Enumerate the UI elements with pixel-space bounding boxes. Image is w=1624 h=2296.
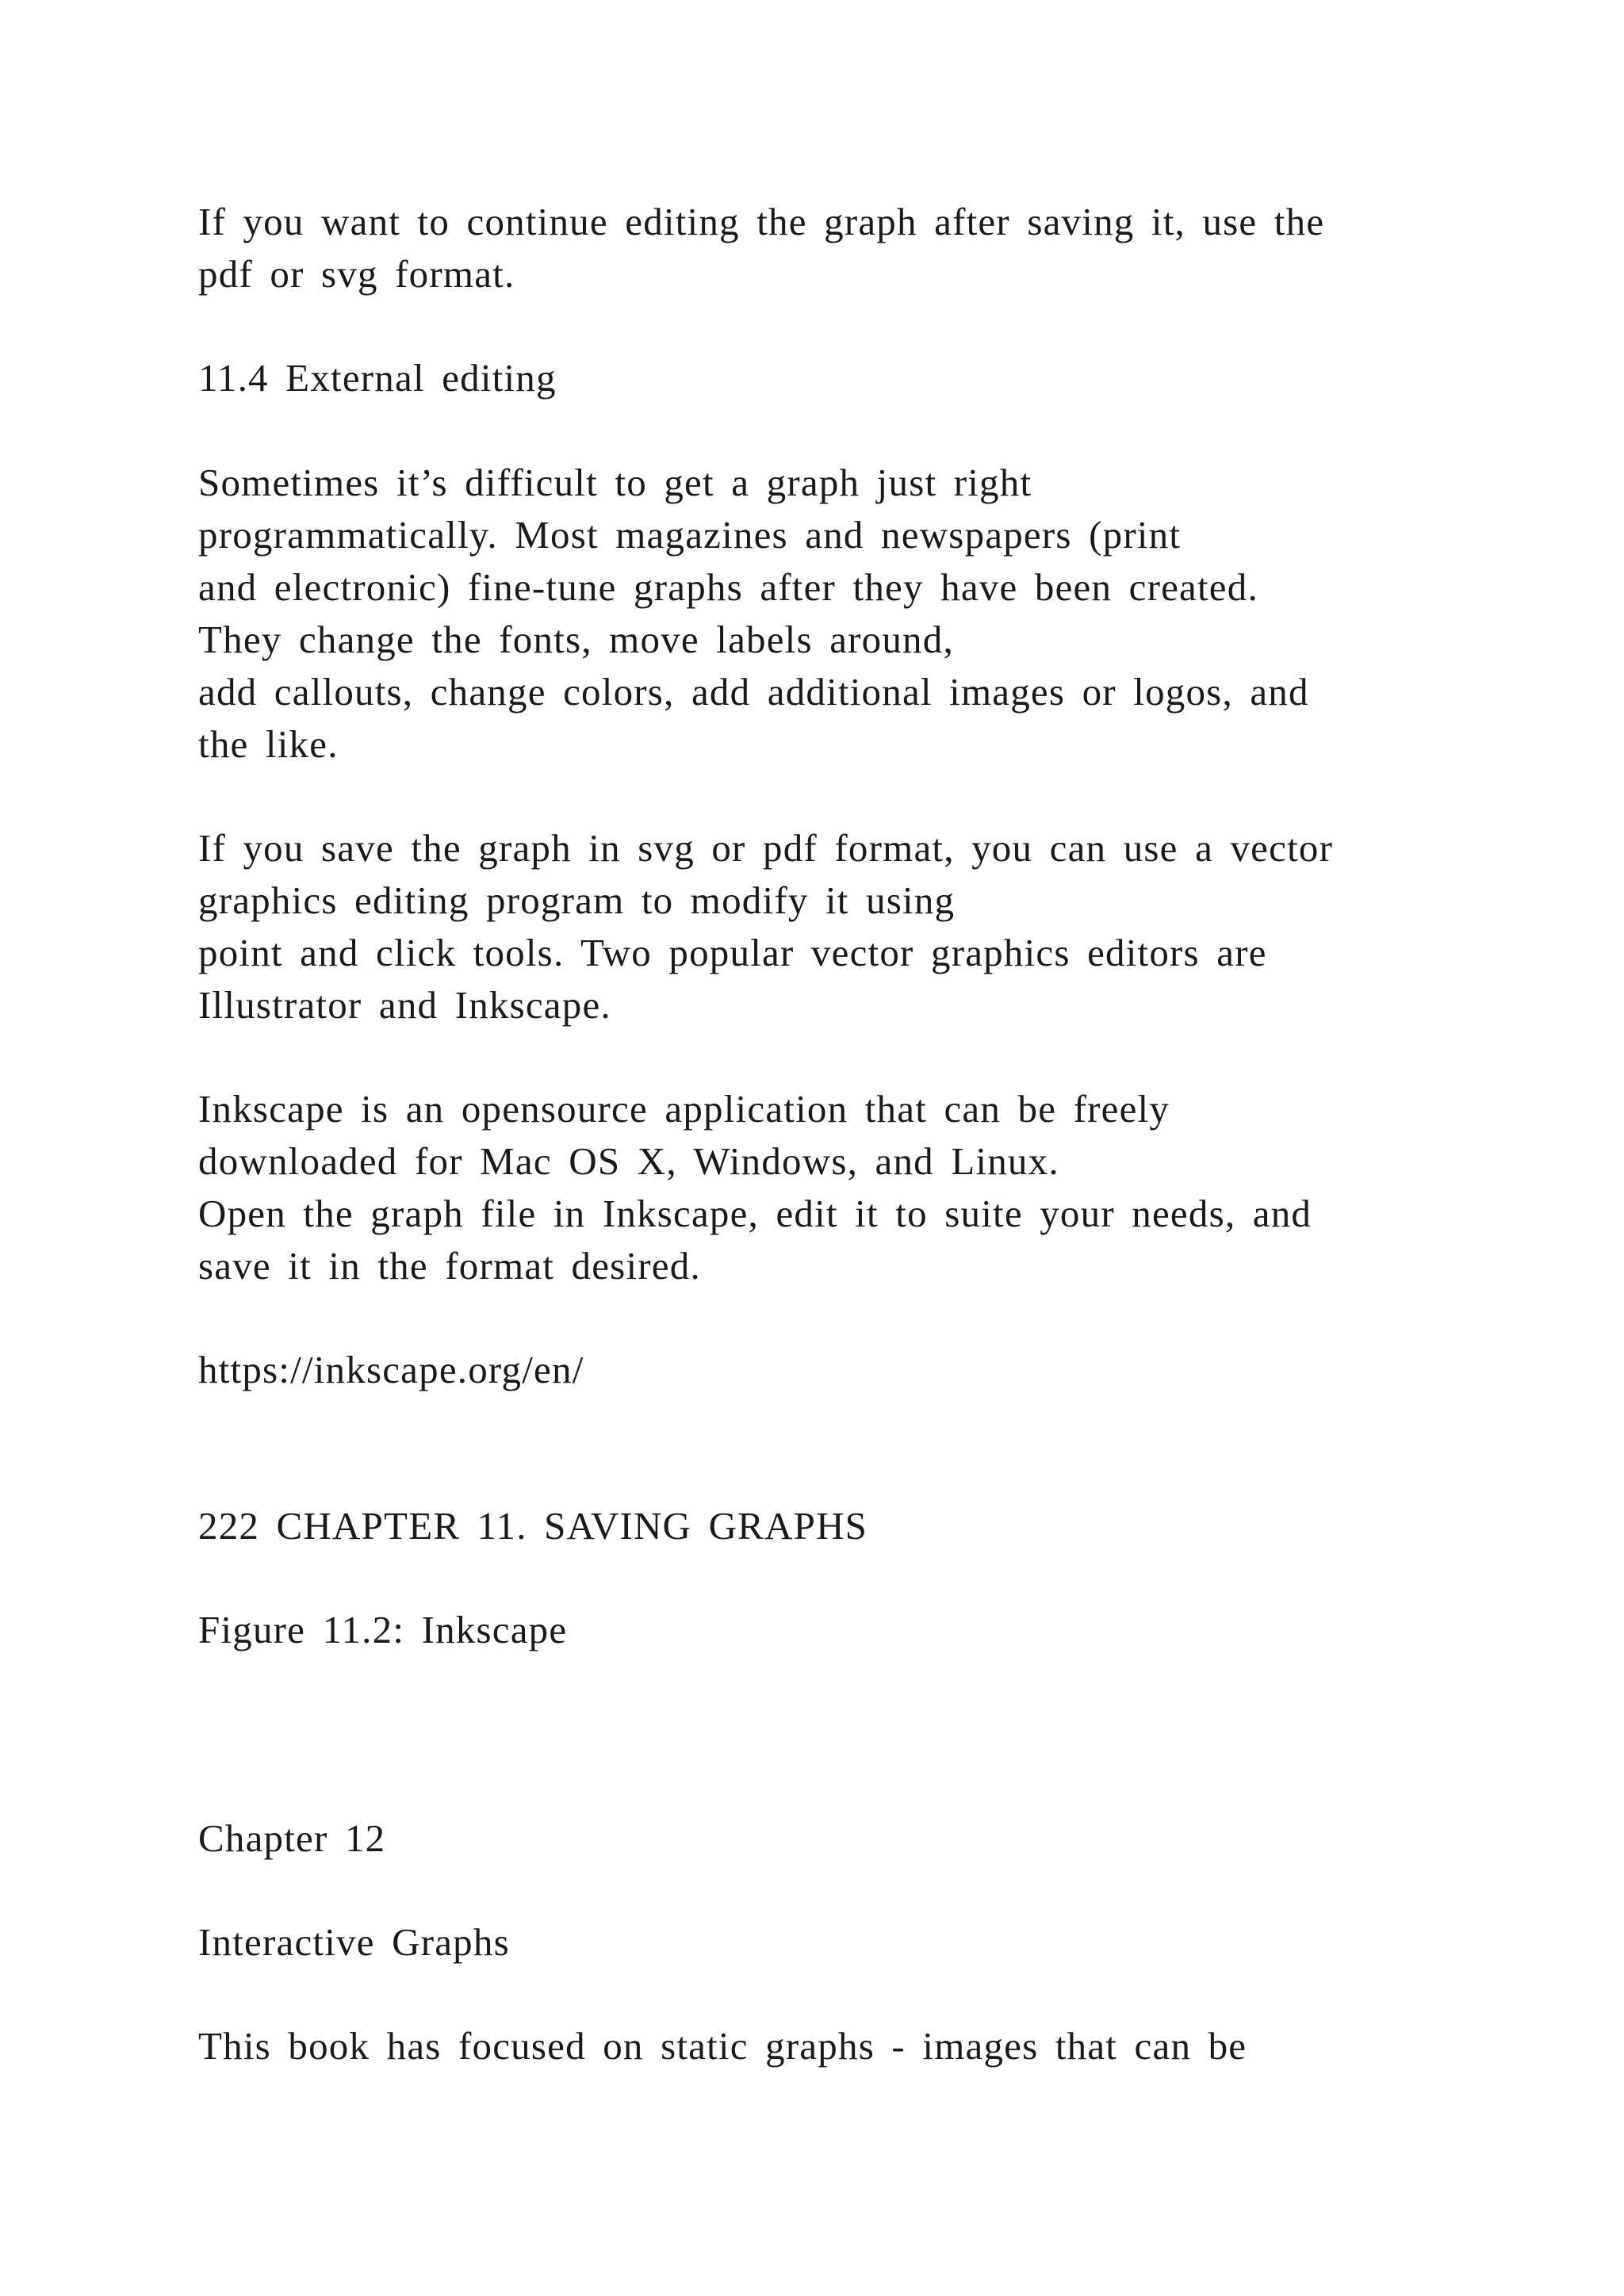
paragraph-4-line-2: downloaded for Mac OS X, Windows, and Linux. bbox=[198, 1139, 1059, 1183]
section-heading: 11.4 External editing bbox=[198, 356, 557, 400]
paragraph-4-line-1: Inkscape is an opensource application that can be freely bbox=[198, 1087, 1170, 1131]
running-header: 222 CHAPTER 11. SAVING GRAPHS bbox=[198, 1504, 868, 1548]
paragraph-2-line-5: add callouts, change colors, add additional images or logos, and bbox=[198, 670, 1309, 714]
paragraph-3-line-1: If you save the graph in svg or pdf format, you can use a vector bbox=[198, 826, 1334, 870]
chapter-title: Interactive Graphs bbox=[198, 1920, 510, 1964]
chapter-label: Chapter 12 bbox=[198, 1816, 386, 1860]
paragraph-4-line-4: save it in the format desired. bbox=[198, 1244, 701, 1288]
inkscape-url: https://inkscape.org/en/ bbox=[198, 1348, 584, 1391]
paragraph-2-line-3: and electronic) fine-tune graphs after they have been created. bbox=[198, 565, 1258, 609]
figure-caption: Figure 11.2: Inkscape bbox=[198, 1608, 568, 1651]
paragraph-2-line-2: programmatically. Most magazines and newspapers (print bbox=[198, 513, 1182, 557]
paragraph-2-line-6: the like. bbox=[198, 722, 339, 766]
paragraph-3-line-4: Illustrator and Inkscape. bbox=[198, 983, 611, 1027]
paragraph-1-line-1: If you want to continue editing the graph after saving it, use the bbox=[198, 200, 1325, 243]
paragraph-4-line-3: Open the graph file in Inkscape, edit it to suite your needs, and bbox=[198, 1192, 1312, 1235]
paragraph-2-line-1: Sometimes it’s difficult to get a graph just right bbox=[198, 461, 1032, 504]
paragraph-2-line-4: They change the fonts, move labels around, bbox=[198, 618, 954, 661]
paragraph-3-line-2: graphics editing program to modify it using bbox=[198, 878, 956, 922]
paragraph-3-line-3: point and click tools. Two popular vector graphics editors are bbox=[198, 931, 1267, 974]
paragraph-5-line-1: This book has focused on static graphs - images that can be bbox=[198, 2024, 1247, 2068]
paragraph-1-line-2: pdf or svg format. bbox=[198, 252, 515, 296]
